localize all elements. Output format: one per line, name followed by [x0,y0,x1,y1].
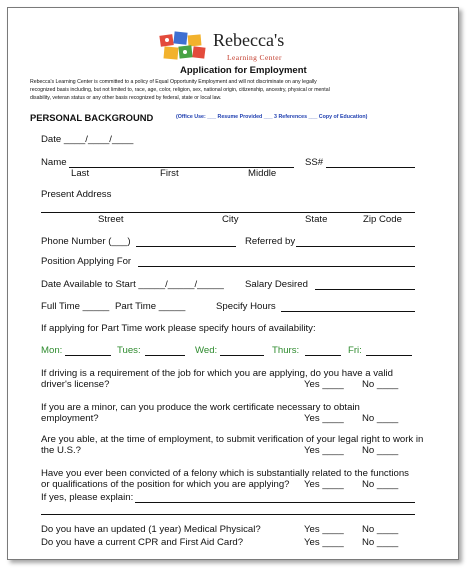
policy-line-2: recognized basis including, but not limited to, race, age, color, religion, sex, national origin, citizenship, ancestry, physical or mental [30,87,330,93]
cpr-no[interactable]: No ____ [362,537,399,548]
last-caption: Last [71,168,90,179]
explain-field-1[interactable] [135,502,415,503]
felony-question-line-2: or qualifications of the position for which you are applying? [41,479,290,490]
referred-field[interactable] [296,246,415,247]
zip-caption: Zip Code [363,214,402,225]
wednesday-label: Wed: [195,345,218,356]
license-no[interactable]: No ____ [362,379,399,390]
friday-label: Fri: [348,345,362,356]
verify-question-line-2: the U.S.? [41,445,81,456]
position-label: Position Applying For [41,256,132,267]
physical-question: Do you have an updated (1 year) Medical Physical? [41,524,261,535]
felony-yes[interactable]: Yes ____ [304,479,344,490]
section-heading: PERSONAL BACKGROUND [30,112,154,123]
minor-yes[interactable]: Yes ____ [304,413,344,424]
first-caption: First [160,168,179,179]
felony-no[interactable]: No ____ [362,479,399,490]
tuesday-label: Tues: [117,345,141,356]
specify-hours-field[interactable] [281,311,415,312]
thursday-field[interactable] [305,355,341,356]
wednesday-field[interactable] [220,355,264,356]
physical-yes[interactable]: Yes ____ [304,524,344,535]
physical-no[interactable]: No ____ [362,524,399,535]
date-available-label: Date Available to Start _____/_____/_____ [41,279,224,290]
logo-name: Rebecca's [213,30,285,50]
middle-caption: Middle [248,168,277,179]
friday-field[interactable] [366,355,412,356]
position-field[interactable] [138,266,415,267]
monday-label: Mon: [41,345,63,356]
full-time-label: Full Time _____ [41,301,110,312]
verify-question-line-1: Are you able, at the time of employment, to submit verification of your legal right to work in [41,434,424,445]
license-question-line-1: If driving is a requirement of the job for which you are applying, do you have a valid [41,368,393,379]
application-form-page [7,7,459,560]
phone-field[interactable] [136,246,236,247]
license-yes[interactable]: Yes ____ [304,379,344,390]
specify-hours-label: Specify Hours [216,301,276,312]
form-title: Application for Employment [180,65,307,76]
date-label: Date ____/____/____ [41,134,134,145]
felony-question-line-1: Have you ever been convicted of a felony which is substantially related to the functions [41,468,409,479]
policy-line-1: Rebecca's Learning Center is committed to a policy of Equal Opportunity Employment and will not discriminate on any legally [30,79,317,85]
tuesday-field[interactable] [145,355,185,356]
minor-question-line-1: If you are a minor, can you produce the work certificate necessary to obtain [41,402,360,413]
office-use-note: (Office Use: ___ Resume Provided ___ 3 References ___ Copy of Education) [176,114,368,120]
verify-yes[interactable]: Yes ____ [304,445,344,456]
referred-label: Referred by [245,236,296,247]
cpr-question: Do you have a current CPR and First Aid Card? [41,537,244,548]
logo-subtitle: Learning Center [227,53,282,62]
availability-prompt: If applying for Part Time work please specify hours of availability: [41,323,316,334]
explain-label: If yes, please explain: [41,492,134,503]
address-field[interactable] [41,212,415,213]
minor-question-line-2: employment? [41,413,99,424]
monday-field[interactable] [65,355,111,356]
ss-label: SS# [305,157,324,168]
cpr-yes[interactable]: Yes ____ [304,537,344,548]
explain-field-2[interactable] [41,514,415,515]
salary-label: Salary Desired [245,279,308,290]
learning-center-logo-icon [158,29,218,63]
salary-field[interactable] [315,289,415,290]
state-caption: State [305,214,328,225]
city-caption: City [222,214,239,225]
policy-line-3: disability, veteran status or any other basis recognized by federal, state or local law. [30,95,222,101]
phone-label: Phone Number (___) [41,236,131,247]
thursday-label: Thurs: [272,345,300,356]
license-question-line-2: driver's license? [41,379,110,390]
verify-no[interactable]: No ____ [362,445,399,456]
name-label: Name [41,157,67,168]
minor-no[interactable]: No ____ [362,413,399,424]
ss-field[interactable] [326,167,415,168]
street-caption: Street [98,214,124,225]
present-address-label: Present Address [41,189,112,200]
part-time-label: Part Time _____ [115,301,186,312]
